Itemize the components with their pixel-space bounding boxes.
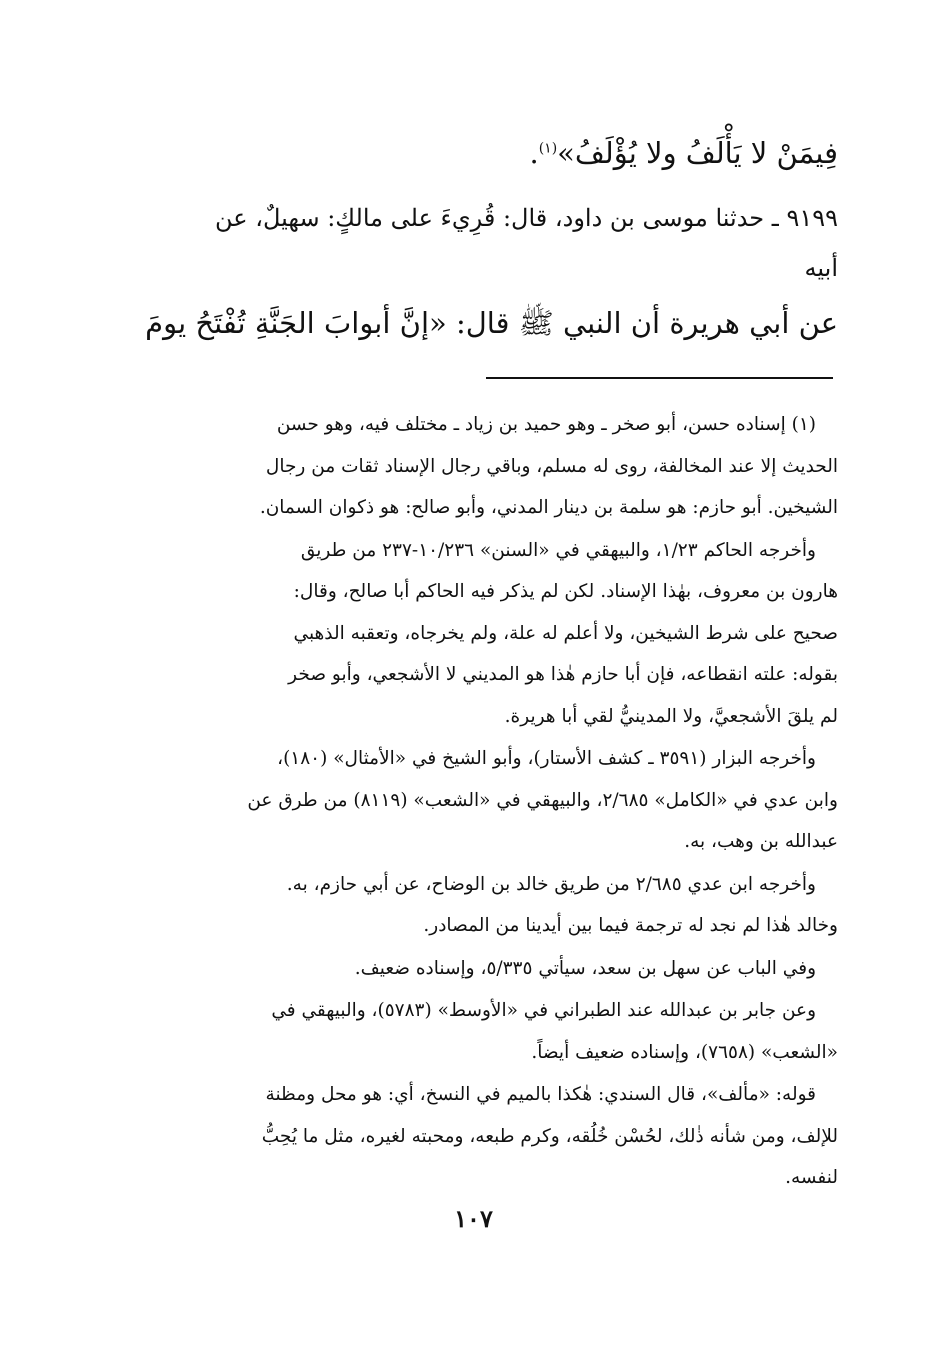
main-text-line-1-end: .	[529, 136, 539, 170]
footnote-paragraph-5	[128, 948, 838, 990]
main-text-line-1	[130, 133, 838, 173]
footnote-line: وأخرجه الحاكم ١/٢٣، والبيهقي في «السنن» ١٠/٢٣٦-٢٣٧ من طريق	[300, 539, 816, 561]
footnote-line: الشيخين. أبو حازم: هو سلمة بن دينار المدني، وأبو صالح: هو ذكوان السمان.	[259, 497, 838, 518]
footnote-line: صحيح على شرط الشيخين، ولا أعلم له علة، ولم يخرجاه، وتعقبه الذهبي	[293, 622, 838, 644]
footnote-paragraph-1	[128, 404, 838, 529]
footnote-line: وعن جابر بن عبدالله عند الطبراني في «الأوسط» (٥٧٨٣)، والبيهقي في	[271, 1000, 816, 1021]
footnote-paragraph-2	[128, 530, 838, 738]
footnote-divider	[486, 377, 833, 379]
main-text-line-1-content: فِيمَنْ لا يَأْلَفُ ولا يُؤْلَفُ»	[557, 136, 838, 170]
footnote-line: وفي الباب عن سهل بن سعد، سيأتي ٥/٣٣٥، وإسناده ضعيف.	[354, 957, 816, 979]
footnote-line: (١) إسناده حسن، أبو صخر ـ وهو حميد بن زياد ـ مختلف فيه، وهو حسن	[276, 414, 816, 435]
footnote-line: لم يلقَ الأشجعيَّ، ولا المدينيُّ لقي أبا هريرة.	[504, 705, 838, 727]
footnote-line: هارون بن معروف، بهٰذا الإسناد. لكن لم يذكر فيه الحاكم أبا صالح، وقال:	[293, 581, 838, 602]
footnote-line: وابن عدي في «الكامل» ٢/٦٨٥، والبيهقي في «الشعب» (٨١١٩) من طرق عن	[247, 789, 838, 811]
footnote-paragraph-4	[128, 864, 838, 947]
footnote-reference: (١)	[538, 140, 558, 157]
page-number: ١٠٧	[454, 1204, 493, 1233]
footnote-paragraph-7	[128, 1074, 838, 1199]
footnote-line: «الشعب» (٧٦٥٨)، وإسناده ضعيف أيضاً.	[531, 1041, 838, 1063]
footnote-line: وأخرجه البزار (٣٥٩١ ـ كشف الأستار)، وأبو الشيخ في «الأمثال» (١٨٠)،	[277, 748, 816, 769]
footnote-line: الحديث إلا عند المخالفة، روى له مسلم، وباقي رجال الإسناد ثقات من رجال	[265, 455, 838, 477]
footnote-line: للإلف، ومن شأنه ذٰلك، لحُسْن خُلُقه، وكرم طبعه، ومحبته لغيره، مثل ما يُحِبُّ	[261, 1125, 838, 1147]
footnote-line: بقوله: علته انقطاعه، فإن أبا حازم هٰذا هو المديني لا الأشجعي، وأبو صخر	[288, 664, 838, 685]
hadith-number-line: ٩١٩٩ ـ حدثنا موسى بن داود، قال: قُرِيءَ على مالكٍ: سهيلٌ، عن	[215, 204, 838, 232]
footnote-paragraph-6	[128, 990, 838, 1073]
footnote-line: وخالد هٰذا لم نجد له ترجمة فيما بين أيدينا من المصادر.	[423, 915, 838, 936]
footnotes-section	[128, 404, 838, 1200]
footnote-line: قوله: «مألف»، قال السندي: هٰكذا بالميم في النسخ، أي: هو محل ومظنة	[265, 1084, 816, 1105]
footnote-line: عبدالله بن وهب، به.	[684, 831, 838, 852]
hadith-isnad-continuation: أبيه	[804, 254, 838, 282]
footnote-line: لنفسه.	[785, 1167, 838, 1188]
footnote-line: وأخرجه ابن عدي ٢/٦٨٥ من طريق خالد بن الوضاح، عن أبي حازم، به.	[286, 873, 816, 895]
main-text-line-4: عن أبي هريرة أن النبي ﷺ قال: «إنَّ أبوابَ الجَنَّةِ تُفْتَحُ يومَ	[145, 306, 838, 340]
footnote-paragraph-3	[128, 738, 838, 863]
